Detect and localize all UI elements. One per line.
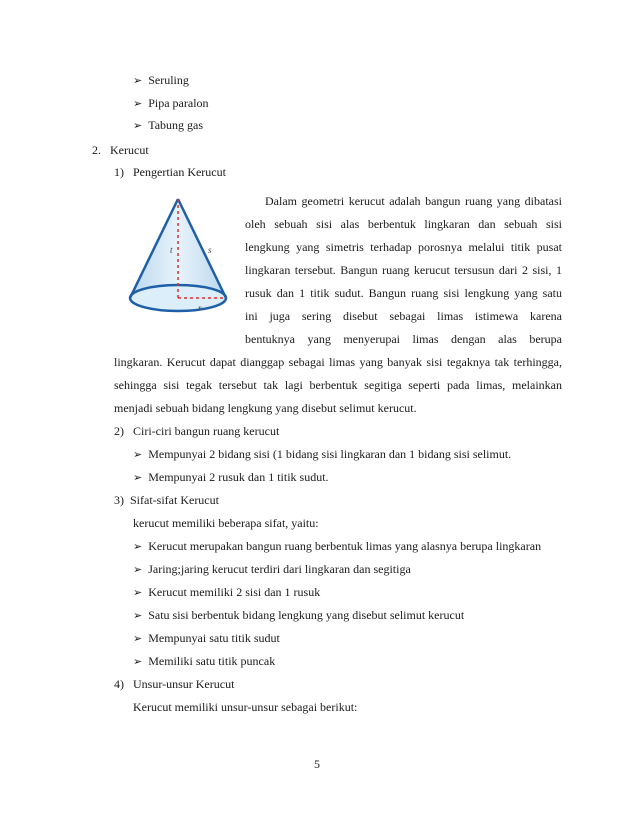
arrow-bullet-icon: ➢ <box>133 610 143 622</box>
arrow-bullet-icon: ➢ <box>133 656 143 668</box>
arrow-bullet-icon: ➢ <box>133 120 143 132</box>
paragraph-line: Kerucut memiliki unsur-unsur sebagai berikut: <box>133 700 358 714</box>
list-item: ➢ Mempunyai 2 bidang sisi (1 bidang sisi lingkaran dan 1 bidang sisi selimut. <box>133 447 512 461</box>
list-item: ➢ Kerucut merupakan bangun ruang berbentuk limas yang alasnya berupa lingkaran <box>133 539 542 553</box>
label-s: s <box>208 245 212 255</box>
arrow-bullet-icon: ➢ <box>133 98 143 110</box>
subsection-heading: 2) Ciri-ciri bangun ruang kerucut <box>114 424 280 438</box>
arrow-bullet-icon: ➢ <box>133 449 143 461</box>
subsection-heading: 4) Unsur-unsur Kerucut <box>114 677 235 691</box>
paragraph-line: bentuknya yang menyerupai limas dengan alas berupa <box>245 332 562 346</box>
paragraph-line: lengkung yang simetris terhadap porosnya melalui titik pusat <box>245 240 562 254</box>
arrow-bullet-icon: ➢ <box>133 587 143 599</box>
paragraph-line: oleh sebuah sisi alas berbentuk lingkaran dan sebuah sisi <box>245 217 562 231</box>
arrow-bullet-icon: ➢ <box>133 472 143 484</box>
paragraph-line: sehingga sisi tegak tersebut tak lagi berbentuk segitiga seperti pada limas, melainkan <box>114 378 562 392</box>
list-item: ➢ Mempunyai 2 rusuk dan 1 titik sudut. <box>133 470 329 484</box>
paragraph-line: ini juga sering disebut sebagai limas istimewa karena <box>245 309 562 323</box>
subsection-heading: 3) Sifat-sifat Kerucut <box>114 493 219 507</box>
paragraph-line: lingkaran tersebut. Bangun ruang kerucut tersusun dari 2 sisi, 1 <box>245 263 562 277</box>
subsection-heading: 1) Pengertian Kerucut <box>114 165 226 179</box>
list-item: ➢ Tabung gas <box>133 118 204 132</box>
cone-diagram <box>126 195 232 315</box>
list-item: ➢ Jaring;jaring kerucut terdiri dari lingkaran dan segitiga <box>133 562 411 576</box>
list-item: ➢ Mempunyai satu titik sudut <box>133 631 280 645</box>
list-item: ➢ Kerucut memiliki 2 sisi dan 1 rusuk <box>133 585 321 599</box>
paragraph-line: rusuk dan 1 titik sudut. Bangun ruang sisi lengkung yang satu <box>245 286 562 300</box>
paragraph-line: kerucut memiliki beberapa sifat, yaitu: <box>133 516 319 530</box>
paragraph-line: lingkaran. Kerucut dapat dianggap sebagai limas yang banyak sisi tegaknya tak terhingga, <box>114 355 562 369</box>
page-number: 5 <box>314 757 320 771</box>
list-item: ➢ Memiliki satu titik puncak <box>133 654 276 668</box>
section-heading: 2. Kerucut <box>92 143 149 157</box>
list-item: ➢ Seruling <box>133 73 189 87</box>
label-r: r <box>198 303 202 313</box>
paragraph-line: Dalam geometri kerucut adalah bangun ruang yang dibatasi <box>265 194 562 208</box>
paragraph-line: menjadi sebuah bidang lengkung yang disebut selimut kerucut. <box>114 401 417 415</box>
arrow-bullet-icon: ➢ <box>133 75 143 87</box>
list-item: ➢ Pipa paralon <box>133 96 209 110</box>
arrow-bullet-icon: ➢ <box>133 633 143 645</box>
list-item: ➢ Satu sisi berbentuk bidang lengkung yang disebut selimut kerucut <box>133 608 465 622</box>
label-t: t <box>170 245 173 255</box>
arrow-bullet-icon: ➢ <box>133 564 143 576</box>
arrow-bullet-icon: ➢ <box>133 541 143 553</box>
